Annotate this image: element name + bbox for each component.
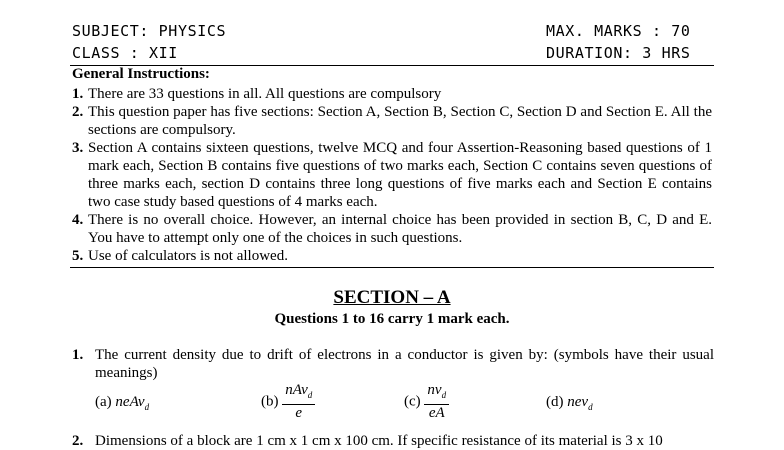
option-expression: nev$_d$ bbox=[567, 394, 593, 412]
option-d bbox=[546, 394, 593, 412]
instructions-divider bbox=[70, 267, 714, 268]
option-label: (a) bbox=[95, 394, 112, 410]
option-b bbox=[261, 382, 315, 422]
option-fraction: $\frac{nAv_d}{e}$ bbox=[282, 382, 315, 422]
question-text: Dimensions of a block are 1 cm x 1 cm x 100 cm. If specific resistance of its material is 3 x 10 bbox=[95, 433, 663, 449]
instruction-text: Use of calculators is not allowed. bbox=[88, 248, 288, 264]
option-expression: neAv$_d$ bbox=[115, 394, 150, 412]
option-c bbox=[404, 382, 449, 422]
instruction-number: 5. bbox=[72, 248, 84, 264]
option-label: (b) bbox=[261, 393, 279, 410]
question-2 bbox=[72, 432, 714, 450]
instruction-number: 1. bbox=[72, 86, 84, 102]
option-fraction: $\frac{nv_d}{eA}$ bbox=[424, 382, 449, 422]
instruction-item bbox=[72, 103, 712, 139]
question-number: 1. bbox=[72, 347, 84, 363]
question-number: 2. bbox=[72, 433, 84, 449]
option-label: (d) bbox=[546, 394, 564, 410]
instruction-text: This question paper has five sections: Section A, Section B, Section C, Section D and Section E. All the sections are compulsory. bbox=[88, 104, 712, 138]
duration-label: DURATION: 3 HRS bbox=[546, 44, 691, 62]
instruction-text: Section A contains sixteen questions, twelve MCQ and four Assertion-Reasoning based questions of 1 mark each, Section B contains five questions of two marks each, Section C contains seven questions of three marks each, section D contains three long questions of five marks each and Section E contains two case study based questions of 4 marks each. bbox=[88, 140, 712, 210]
instruction-number: 3. bbox=[72, 140, 84, 156]
question-1 bbox=[72, 346, 714, 382]
instruction-item bbox=[72, 211, 712, 247]
instructions-list bbox=[72, 85, 712, 265]
instruction-text: There is no overall choice. However, an internal choice has been provided in section B, C, D and E. You have to attempt only one of the choices in such questions. bbox=[88, 212, 712, 246]
question-text: The current density due to drift of electrons in a conductor is given by: (symbols have their usual meanings) bbox=[95, 347, 714, 381]
section-title: SECTION – A bbox=[333, 287, 451, 308]
option-label: (c) bbox=[404, 393, 421, 410]
instruction-item bbox=[72, 85, 712, 103]
section-subtitle: Questions 1 to 16 carry 1 mark each. bbox=[274, 311, 510, 327]
instruction-number: 2. bbox=[72, 104, 84, 120]
subject-label: SUBJECT: PHYSICS bbox=[72, 22, 227, 40]
class-label: CLASS : XII bbox=[72, 44, 178, 62]
instruction-item bbox=[72, 247, 712, 265]
max-marks-label: MAX. MARKS : 70 bbox=[546, 22, 691, 40]
instructions-title: General Instructions: bbox=[72, 66, 210, 82]
option-a bbox=[95, 394, 149, 412]
instruction-text: There are 33 questions in all. All questions are compulsory bbox=[88, 86, 442, 102]
instruction-item bbox=[72, 139, 712, 211]
instruction-number: 4. bbox=[72, 212, 84, 228]
